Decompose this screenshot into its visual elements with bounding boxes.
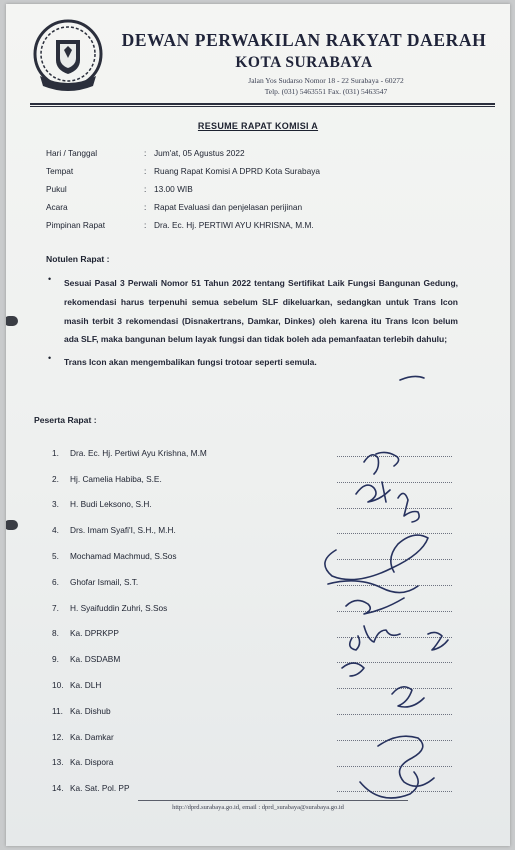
participant-number: 5.: [52, 551, 59, 562]
institution-city: KOTA SURABAYA: [235, 54, 373, 71]
notulen-list: [48, 274, 458, 376]
list-item: [52, 595, 452, 621]
list-item: [48, 353, 458, 372]
header-divider-thin: [30, 106, 495, 107]
info-value: Ruang Rapat Komisi A DPRD Kota Surabaya: [154, 166, 321, 176]
document-page: [6, 4, 510, 846]
list-item: [52, 466, 452, 492]
list-item: [52, 543, 452, 569]
signature-line: [337, 611, 452, 612]
participant-name: Ka. Dishub: [70, 705, 111, 716]
info-row-chair: [46, 220, 314, 230]
participant-number: 6.: [52, 576, 59, 587]
info-colon: :: [144, 148, 147, 158]
document-title: RESUME RAPAT KOMISI A: [197, 121, 319, 131]
info-colon: :: [144, 202, 147, 212]
info-row-date: [46, 148, 245, 158]
info-value: Rapat Evaluasi dan penjelasan perijinan: [154, 202, 303, 212]
participant-name: Ka. DPRKPP: [70, 628, 119, 639]
signature-mark: [400, 376, 424, 380]
participant-number: 12.: [52, 731, 64, 742]
notulen-text: Trans Icon akan mengembalikan fungsi trotoar seperti semula.: [64, 357, 317, 368]
signature-line: [337, 791, 452, 792]
participant-name: Drs. Imam Syafi'I, S.H., M.H.: [70, 525, 176, 536]
participant-number: 2.: [52, 473, 59, 484]
info-row-place: [46, 166, 320, 176]
participant-name: Mochamad Machmud, S.Sos: [70, 551, 177, 562]
bullet-icon: •: [48, 274, 52, 284]
list-item: [48, 274, 458, 349]
info-label: Acara: [46, 202, 68, 212]
institution-address: Jalan Yos Sudarso Nomor 18 - 22 Surabaya - 60272: [248, 76, 404, 85]
participant-number: 10.: [52, 680, 64, 691]
dprd-seal-icon: [28, 16, 108, 100]
list-item: [52, 492, 452, 518]
participant-number: 13.: [52, 757, 64, 768]
info-value: Jum'at, 05 Agustus 2022: [154, 148, 245, 158]
signature-line: [337, 637, 452, 638]
header-divider: [30, 103, 495, 105]
participant-number: 9.: [52, 654, 59, 665]
list-item: [52, 517, 452, 543]
participant-name: Ka. Sat. Pol. PP: [70, 783, 130, 794]
info-colon: :: [144, 184, 147, 194]
notulen-text: Sesuai Pasal 3 Perwali Nomor 51 Tahun 2022 tentang Sertifikat Laik Fungsi Bangunan Gedung, rekomendasi harus terpenuhi semua sebelum SLF dikeluarkan, sedangkan untuk Trans Icon masih terbit 3 rekomendasi (Disnakertrans, Damkar, Dinkes) oleh karena itu Trans Icon belum ada SLF, maka bangunan belum layak fungsi dan tidak boleh ada pemanfaatan terlebih dahulu;: [64, 278, 458, 345]
signature-line: [337, 766, 452, 767]
participant-name: Ka. Dispora: [70, 757, 114, 768]
participant-list: [52, 440, 452, 801]
signature-line: [337, 559, 452, 560]
participant-number: 8.: [52, 628, 59, 639]
info-colon: :: [144, 166, 147, 176]
list-item: [52, 750, 452, 776]
participant-name: Dra. Ec. Hj. Pertiwi Ayu Krishna, M.M: [70, 447, 207, 458]
footer-contact: http://dprd.surabaya.go.id, email : dprd_surabaya@surabaya.go.id: [172, 804, 344, 811]
info-row-agenda: [46, 202, 302, 212]
notulen-heading: Notulen Rapat :: [46, 254, 110, 264]
list-item: [52, 621, 452, 647]
signature-line: [337, 714, 452, 715]
signature-line: [337, 456, 452, 457]
list-item: [52, 724, 452, 750]
list-item: [52, 646, 452, 672]
info-label: Hari / Tanggal: [46, 148, 98, 158]
list-item: [52, 672, 452, 698]
participant-name: H. Syaifuddin Zuhri, S.Sos: [70, 602, 168, 613]
binder-clip-top: [6, 316, 18, 326]
list-item: [52, 569, 452, 595]
participant-name: Hj. Camelia Habiba, S.E.: [70, 473, 162, 484]
participant-number: 3.: [52, 499, 59, 510]
footer-divider: [138, 800, 408, 801]
signature-line: [337, 508, 452, 509]
signature-line: [337, 740, 452, 741]
participant-number: 7.: [52, 602, 59, 613]
participant-name: Ka. Damkar: [70, 731, 114, 742]
list-item: [52, 775, 452, 801]
participant-number: 11.: [52, 705, 63, 716]
signature-line: [337, 482, 452, 483]
participant-number: 14.: [52, 783, 64, 794]
institution-phone: Telp. (031) 5463551 Fax. (031) 5463547: [264, 87, 388, 96]
info-label: Pimpinan Rapat: [46, 220, 106, 230]
institution-title: DEWAN PERWAKILAN RAKYAT DAERAH: [121, 30, 487, 50]
participant-number: 1.: [52, 447, 59, 458]
info-row-time: [46, 184, 193, 194]
info-colon: :: [144, 220, 147, 230]
info-label: Tempat: [46, 166, 74, 176]
info-value: 13.00 WIB: [154, 184, 193, 194]
bullet-icon: •: [48, 353, 52, 364]
participant-name: Ka. DSDABM: [70, 654, 121, 665]
info-value: Dra. Ec. Hj. PERTIWI AYU KHRISNA, M.M.: [154, 220, 314, 230]
participant-name: H. Budi Leksono, S.H.: [70, 499, 152, 510]
participant-name: Ka. DLH: [70, 680, 102, 691]
signature-line: [337, 662, 452, 663]
binder-clip-bottom: [6, 520, 18, 530]
participant-name: Ghofar Ismail, S.T.: [70, 576, 139, 587]
info-label: Pukul: [46, 184, 67, 194]
participant-number: 4.: [52, 525, 59, 536]
list-item: [52, 698, 452, 724]
signature-line: [337, 533, 452, 534]
peserta-heading: Peserta Rapat :: [34, 415, 97, 425]
list-item: [52, 440, 452, 466]
signature-line: [337, 585, 452, 586]
signature-line: [337, 688, 452, 689]
